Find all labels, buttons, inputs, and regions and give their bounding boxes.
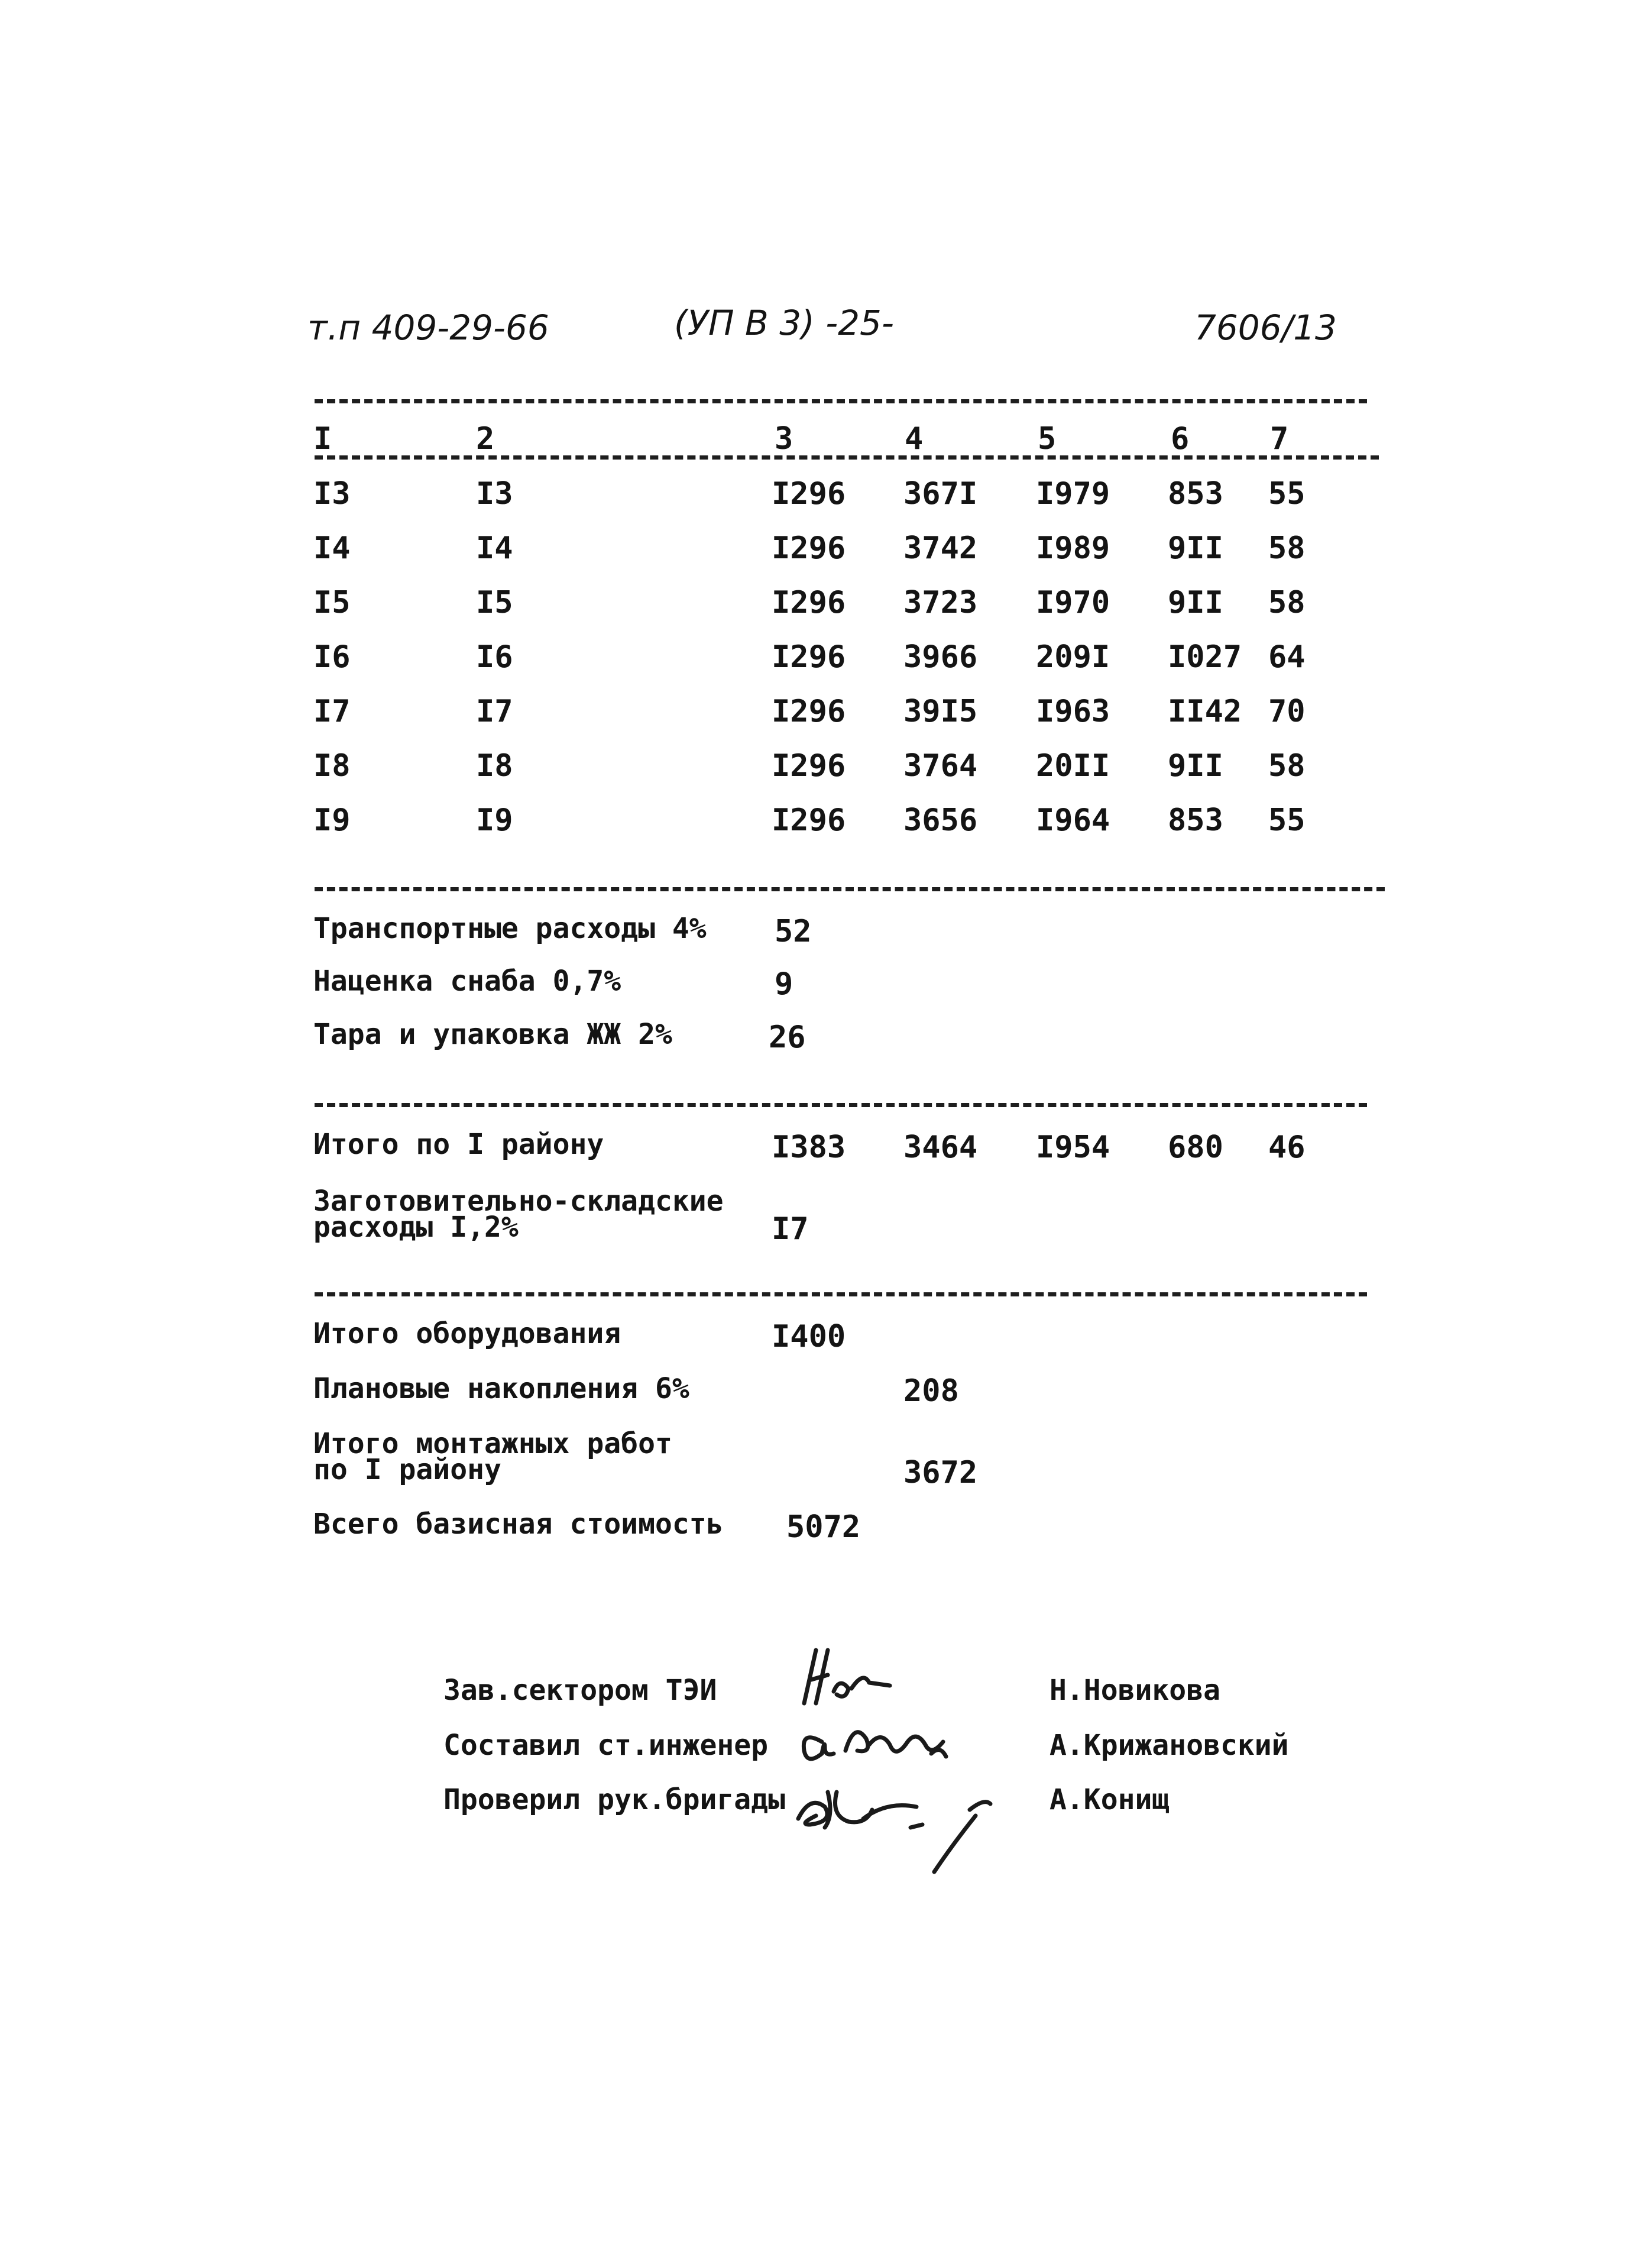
table-cell: 58 <box>1268 748 1306 784</box>
table-cell: 9II <box>1168 748 1223 784</box>
table-cell: 3656 <box>903 803 978 838</box>
table-cell: I7 <box>476 694 513 729</box>
table-cell: I963 <box>1036 694 1110 729</box>
table-cell: I296 <box>772 748 846 784</box>
table-cell: 39I5 <box>903 694 978 729</box>
installation-total-value: 3672 <box>903 1455 978 1490</box>
total-region-col4: 3464 <box>903 1130 978 1165</box>
table-cell: I7 <box>313 694 351 729</box>
total-region-col3: I383 <box>772 1130 846 1165</box>
signature-name-head: Н.Новикова <box>1049 1674 1220 1707</box>
base-cost-value: 5072 <box>786 1509 861 1545</box>
table-cell: I979 <box>1036 476 1110 512</box>
signature-name-engineer: А.Крижановский <box>1049 1729 1289 1762</box>
table-row <box>0 531 1652 566</box>
total-region-col6: 680 <box>1168 1130 1223 1165</box>
column-header-7: 7 <box>1270 421 1289 457</box>
table-cell: 55 <box>1268 476 1306 512</box>
table-cell: I296 <box>772 585 846 620</box>
table-cell: 209I <box>1036 639 1110 675</box>
table-cell: I8 <box>476 748 513 784</box>
table-cell: 9II <box>1168 531 1223 566</box>
installation-total-label-line1: Итого монтажных работ <box>313 1427 672 1460</box>
table-row <box>0 639 1652 675</box>
divider-top <box>315 399 1367 403</box>
table-cell: 58 <box>1268 585 1306 620</box>
table-cell: 3966 <box>903 639 978 675</box>
table-cell: II42 <box>1168 694 1242 729</box>
divider-after-storage <box>315 1292 1367 1296</box>
table-cell: 64 <box>1268 639 1306 675</box>
divider-after-rows <box>315 887 1385 891</box>
column-header-5: 5 <box>1038 421 1057 457</box>
storage-label-line2: расходы I,2% <box>313 1211 519 1244</box>
project-number: т.п 409-29-66 <box>307 308 549 348</box>
table-cell: I296 <box>772 531 846 566</box>
table-cell: I3 <box>313 476 351 512</box>
total-region-col7: 46 <box>1268 1130 1306 1165</box>
storage-value: I7 <box>772 1211 809 1247</box>
table-cell: I4 <box>476 531 513 566</box>
column-header-underline <box>315 455 1379 460</box>
base-cost-label: Всего базисная стоимость <box>313 1508 724 1541</box>
table-cell: 9II <box>1168 585 1223 620</box>
table-cell: 58 <box>1268 531 1306 566</box>
table-cell: 3764 <box>903 748 978 784</box>
table-cell: I6 <box>313 639 351 675</box>
column-header-4: 4 <box>905 421 924 457</box>
divider-after-charges <box>315 1103 1367 1107</box>
table-cell: I296 <box>772 639 846 675</box>
charge-transport-value: 52 <box>775 914 812 949</box>
sheet-number: 7606/13 <box>1194 308 1337 348</box>
column-header-2: 2 <box>476 421 495 457</box>
installation-total-label-line2: по I району <box>313 1453 501 1486</box>
table-cell: 367I <box>903 476 978 512</box>
table-cell: I989 <box>1036 531 1110 566</box>
equipment-total-label: Итого оборудования <box>313 1317 621 1350</box>
table-cell: I964 <box>1036 803 1110 838</box>
column-header-3: 3 <box>775 421 793 457</box>
table-cell: I970 <box>1036 585 1110 620</box>
signature-role-engineer: Составил ст.инженер <box>443 1729 769 1762</box>
table-cell: I296 <box>772 476 846 512</box>
table-cell: I5 <box>313 585 351 620</box>
equipment-total-value: I400 <box>772 1319 846 1354</box>
storage-label-line1: Заготовительно-складские <box>313 1185 724 1218</box>
table-cell: I6 <box>476 639 513 675</box>
charge-transport-label: Транспортные расходы 4% <box>313 912 707 945</box>
signature-role-checker: Проверил рук.бригады <box>443 1783 785 1816</box>
table-cell: I296 <box>772 803 846 838</box>
table-cell: I9 <box>476 803 513 838</box>
column-header-1: I <box>313 421 332 457</box>
table-row <box>0 585 1652 620</box>
table-row <box>0 748 1652 784</box>
album-number: (УП В 3) -25- <box>674 303 894 343</box>
charge-supply-label: Наценка снаба 0,7% <box>313 965 621 998</box>
table-cell: 70 <box>1268 694 1306 729</box>
table-cell: 853 <box>1168 476 1223 512</box>
charge-packaging-value: 26 <box>769 1020 806 1055</box>
table-cell: 3723 <box>903 585 978 620</box>
table-row <box>0 803 1652 838</box>
table-cell: I9 <box>313 803 351 838</box>
table-cell: 3742 <box>903 531 978 566</box>
table-cell: I8 <box>313 748 351 784</box>
column-header-6: 6 <box>1171 421 1190 457</box>
table-cell: I3 <box>476 476 513 512</box>
table-row <box>0 694 1652 729</box>
total-region-col5: I954 <box>1036 1130 1110 1165</box>
total-region-label: Итого по I району <box>313 1128 604 1161</box>
table-cell: 55 <box>1268 803 1306 838</box>
charge-supply-value: 9 <box>775 966 793 1002</box>
table-cell: I027 <box>1168 639 1242 675</box>
table-cell: 20II <box>1036 748 1110 784</box>
planned-savings-value: 208 <box>903 1373 959 1409</box>
charge-packaging-label: Тара и упаковка ЖЖ 2% <box>313 1018 672 1051</box>
planned-savings-label: Плановые накопления 6% <box>313 1372 689 1405</box>
handwritten-signatures-image <box>780 1638 1052 1875</box>
signature-name-checker: А.Конищ <box>1049 1783 1170 1816</box>
table-cell: I296 <box>772 694 846 729</box>
table-cell: 853 <box>1168 803 1223 838</box>
table-cell: I5 <box>476 585 513 620</box>
table-cell: I4 <box>313 531 351 566</box>
table-row <box>0 476 1652 512</box>
signature-role-head: Зав.сектором ТЭИ <box>443 1674 717 1707</box>
